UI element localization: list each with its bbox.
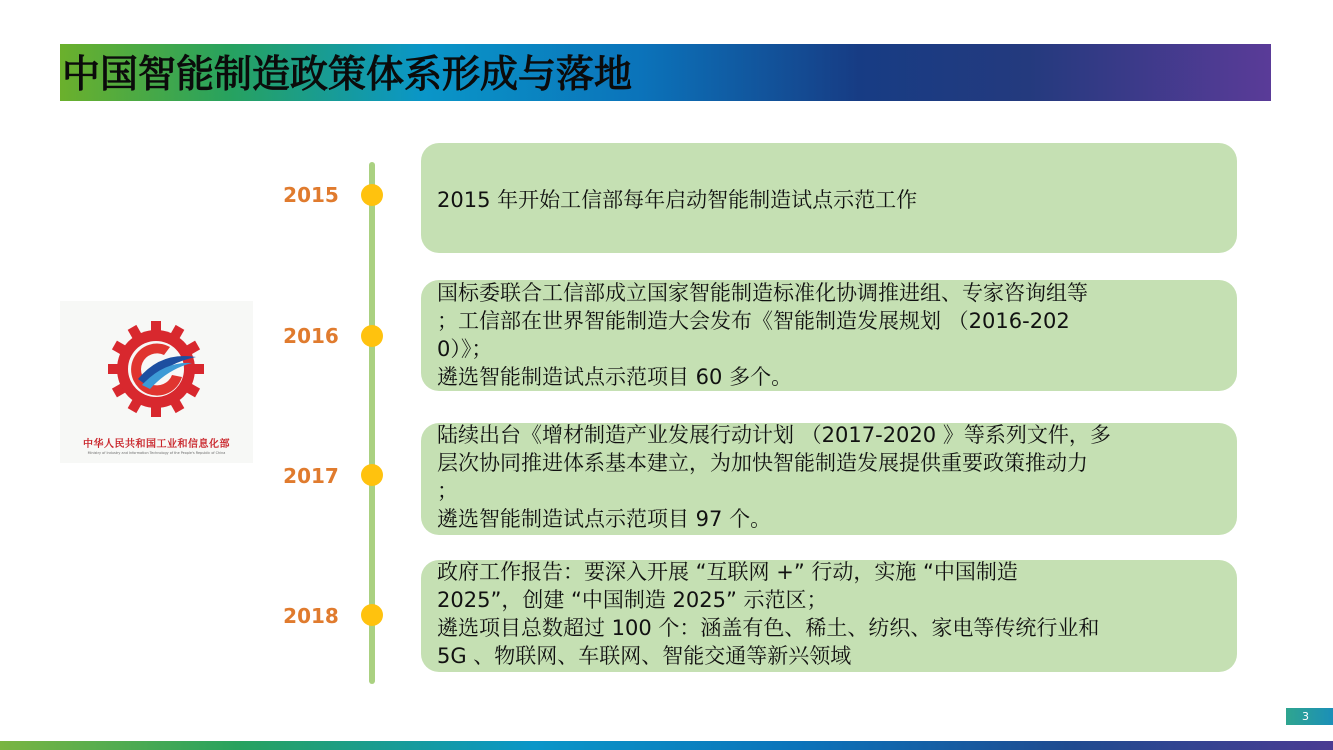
card-text-2015: 2015 年开始工信部每年启动智能制造试点示范工作 (437, 188, 918, 212)
year-label-2016: 2016 (283, 324, 339, 348)
year-label-2018: 2018 (283, 604, 339, 628)
timeline-dot-2016 (361, 325, 383, 347)
timeline-dot-2015 (361, 184, 383, 206)
page-title: 中国智能制造政策体系形成与落地 (62, 52, 633, 96)
logo-name-en: Ministry of Industry and Information Technology of the People's Republic of China (87, 451, 226, 455)
year-label-2015: 2015 (283, 183, 339, 207)
page-number: 3 (1286, 708, 1333, 725)
card-text-2018: 政府工作报告：要深入开展 “互联网 +” 行动，实施 “中国制造 2025”，创建 “中国制造 2025” 示范区； 遴选项目总数超过 100 个：涵盖有色、稀土、纺织、家电等传统行业和 5G 、物联网、车联网、智能交通等新兴领域 (437, 560, 1100, 668)
gear-emblem-icon (60, 301, 253, 435)
ministry-logo (60, 301, 253, 463)
card-text-2016: 国标委联合工信部成立国家智能制造标准化协调推进组、专家咨询组等 ；工信部在世界智能制造大会发布《智能制造发展规划 （2016-202 0）》； 遴选智能制造试点示范项目 60 多个。 (437, 281, 1088, 389)
year-label-2017: 2017 (283, 464, 339, 488)
logo-name-cn: 中华人民共和国工业和信息化部 (83, 439, 230, 450)
timeline-dot-2017 (361, 464, 383, 486)
timeline-dot-2018 (361, 604, 383, 626)
card-text-2017: 陆续出台《增材制造产业发展行动计划 （2017-2020 》等系列文件，多 层次协同推进体系基本建立，为加快智能制造发展提供重要政策推动力 ； 遴选智能制造试点示范项目 97 个。 (437, 423, 1111, 531)
bottom-bar (0, 741, 1333, 750)
